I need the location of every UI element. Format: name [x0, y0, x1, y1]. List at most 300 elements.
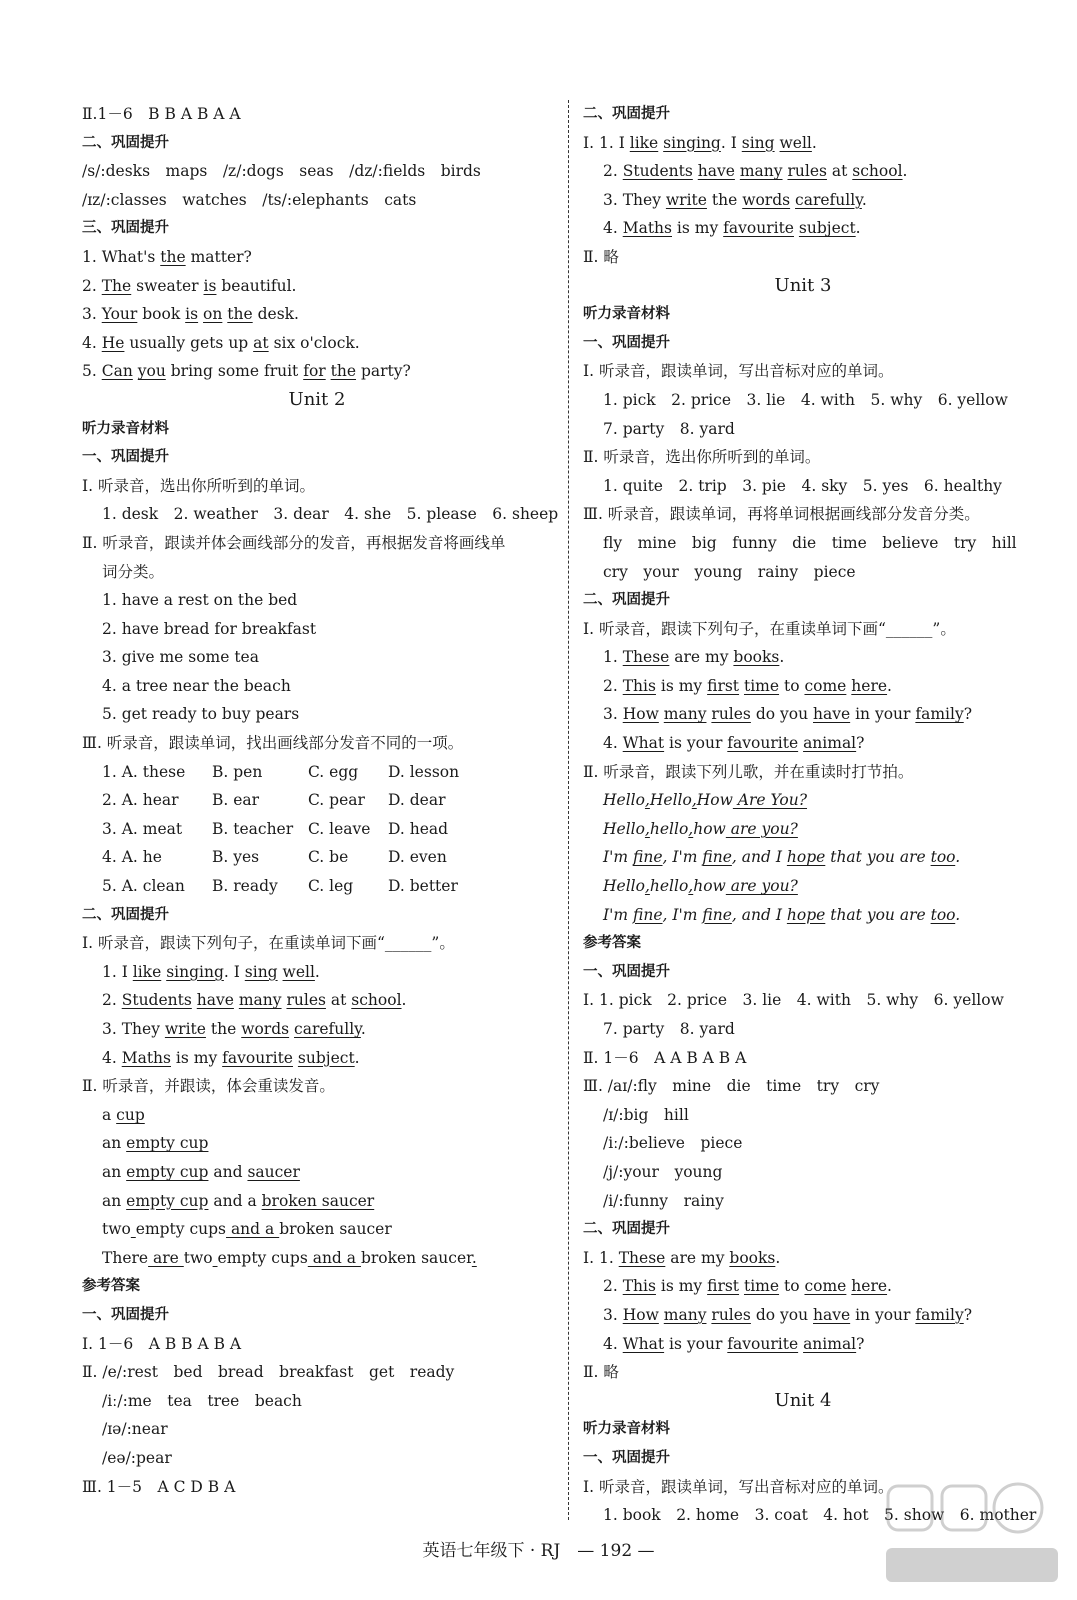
text-segment: 4. [603, 1334, 623, 1353]
underlined-word: This [622, 1277, 656, 1296]
underlined-word: well [282, 962, 315, 981]
underlined-word: These [622, 648, 670, 667]
underlined-word: . [471, 1248, 477, 1267]
underlined-word: at [253, 333, 269, 352]
sentence-line [82, 958, 552, 987]
underlined-word: hope [786, 905, 826, 924]
underlined-word: fine [702, 905, 732, 924]
text-segment: . [811, 133, 817, 152]
underlined-word: are you? [725, 877, 798, 896]
text-segment: broken saucer [279, 1220, 392, 1239]
underlined-word: sing [244, 962, 278, 981]
text-segment: are my [669, 648, 734, 667]
underlined-word: rules [711, 705, 751, 724]
answer-line: Ⅱ. 略 [583, 1363, 619, 1382]
answer-line: /iː/:me tea tree beach [102, 1391, 302, 1410]
text-segment: that you are [825, 848, 931, 867]
text-segment: two [102, 1220, 131, 1239]
rhyme-line [583, 843, 1023, 872]
sentence-line [82, 986, 552, 1015]
answer-line: Ⅱ. 1－6 A A B A B A [583, 1048, 747, 1067]
underlined-word: and a [226, 1220, 280, 1239]
unit-title: Unit 2 [288, 388, 346, 410]
underlined-word: and a [307, 1248, 361, 1267]
sentence-line [583, 157, 1023, 186]
text-segment: . [861, 190, 867, 209]
text-segment: How [696, 791, 733, 810]
underlined-word: is [185, 305, 199, 324]
underlined-word: favourite [727, 734, 799, 753]
text-segment: There [102, 1248, 149, 1267]
answer-line: /j/:your young [603, 1162, 723, 1181]
sentence-line [583, 186, 1023, 215]
text-segment: hello [649, 819, 689, 838]
underlined-word: What [622, 734, 665, 753]
text-segment: is my [655, 676, 708, 695]
section-heading: 听力录音材料 [583, 306, 670, 323]
word-list: cry your young rainy piece [603, 562, 856, 581]
left-column [82, 100, 559, 1501]
underlined-word: first [707, 676, 740, 695]
chant-line [82, 1101, 552, 1130]
text-segment: hello [649, 877, 689, 896]
sentence-line [583, 729, 1023, 758]
underlined-word: like [629, 133, 659, 152]
text-segment: . [902, 162, 908, 181]
underlined-word: , [644, 819, 650, 838]
mc-row: 3. A. meat B. teacher C. leave D. head [102, 819, 449, 838]
underlined-word: family [915, 1305, 964, 1324]
word-list: 1. book 2. home 3. coat 4. hot 5. show 6. mother [603, 1506, 1037, 1525]
underlined-word: have [196, 991, 234, 1010]
text-segment: empty cups [217, 1248, 308, 1267]
section-heading: 二、巩固提升 [583, 592, 670, 609]
section-heading: 听力录音材料 [583, 1421, 670, 1438]
underlined-word: write [164, 1020, 206, 1038]
text-segment: 2. [603, 1277, 623, 1296]
chant-line [82, 1187, 552, 1216]
underlined-word: rules [787, 162, 827, 181]
section-heading: 三、巩固提升 [82, 220, 169, 237]
underlined-word: singing [166, 962, 224, 981]
underlined-word: here [851, 1277, 888, 1296]
underlined-word: here [851, 676, 888, 695]
text-segment: 2. [82, 276, 102, 295]
answer-line: /ɪz/:classes watches /ts/:elephants cats [82, 190, 417, 209]
underlined-word: come [804, 1277, 847, 1296]
text-segment: empty cups [135, 1220, 227, 1239]
underlined-word: the [227, 305, 253, 324]
text-segment: to [779, 676, 805, 695]
phrase: 3. give me some tea [102, 648, 259, 667]
underlined-word: many [663, 705, 707, 724]
underlined-word: books [729, 1248, 776, 1267]
instruction: Ⅰ. 听录音，跟读下列句子，在重读单词下画“______”。 [82, 934, 455, 953]
section-heading: 一、巩固提升 [82, 449, 169, 466]
underlined-word: like [132, 962, 162, 981]
underlined-word: hope [786, 848, 826, 867]
text-segment: how [693, 819, 726, 838]
underlined-word: empty cup [126, 1191, 209, 1210]
answer-line: /eə/:pear [102, 1448, 172, 1467]
underlined-word: fine [702, 848, 732, 867]
text-segment: at [826, 162, 853, 181]
text-segment: . [855, 219, 861, 238]
underlined-word: Maths [121, 1048, 171, 1067]
underlined-word: saucer [247, 1162, 300, 1181]
text-segment: ? [963, 1305, 973, 1324]
rhyme-line [583, 901, 1023, 930]
instruction-cont: 词分类。 [102, 562, 165, 581]
underlined-word: are you? [725, 819, 798, 838]
watermark-logo [878, 1478, 1068, 1593]
text-segment: ? [856, 734, 865, 753]
underlined-word: the [330, 362, 357, 381]
underlined-word: many [238, 991, 282, 1010]
underlined-word: school [351, 991, 402, 1010]
text-segment: 2. [603, 676, 623, 695]
text-segment: are my [665, 1248, 730, 1267]
text-segment: 3. [603, 705, 623, 724]
chant-line [82, 1215, 552, 1244]
text-segment: 4. [102, 1048, 122, 1067]
text-segment: an [102, 1134, 127, 1153]
section-heading: 二、巩固提升 [82, 906, 169, 923]
text-segment: 2. [603, 162, 623, 181]
text-segment: , I'm [662, 848, 703, 867]
text-segment: 4. [82, 333, 102, 352]
word-list: 1. pick 2. price 3. lie 4. with 5. why 6. yellow [603, 390, 1008, 409]
text-segment: ? [963, 705, 973, 724]
underlined-word: empty cup [126, 1162, 209, 1181]
underlined-word: come [804, 676, 847, 695]
text-segment: is your [664, 1334, 728, 1353]
text-segment: Hello [649, 791, 692, 810]
text-segment: is my [171, 1048, 223, 1067]
text-segment: . [955, 848, 961, 867]
unit-title: Unit 4 [774, 1389, 832, 1411]
underlined-word: Students [622, 162, 693, 181]
underlined-word: favourite [222, 1048, 293, 1067]
text-segment: a [102, 1105, 117, 1124]
answer-line: Ⅱ. /e/:rest bed bread breakfast get ready [82, 1363, 455, 1382]
text-segment: sweater [131, 276, 204, 295]
underlined-word: words [742, 190, 791, 209]
underlined-word: well [779, 133, 812, 152]
text-segment: six o'clock. [268, 333, 360, 352]
word-list: fly mine big funny die time believe try hill [603, 533, 1017, 552]
underlined-word: , [691, 791, 697, 810]
section-heading: 二、巩固提升 [583, 1221, 670, 1238]
underlined-word: , [644, 791, 650, 810]
text-segment: beautiful. [216, 276, 297, 295]
sentence-line [82, 272, 552, 301]
instruction: Ⅰ. 听录音，跟读下列句子，在重读单词下画“______”。 [583, 619, 956, 638]
underlined-word: school [852, 162, 903, 181]
underlined-word: The [101, 276, 132, 295]
sentence-line [82, 300, 552, 329]
text-segment: 1. What's [82, 247, 161, 266]
section-heading: 一、巩固提升 [583, 963, 670, 980]
text-segment: 4. [603, 219, 623, 238]
underlined-word: are [148, 1248, 184, 1267]
word-list: 1. desk 2. weather 3. dear 4. she 5. please 6. sheep [102, 505, 559, 524]
answer-line: 7. party 8. yard [603, 1020, 735, 1038]
text-segment: , and I [731, 905, 787, 924]
underlined-word: empty cup [126, 1134, 209, 1153]
text-segment: an [102, 1191, 127, 1210]
mc-row: 1. A. these B. pen C. egg D. lesson [102, 762, 460, 781]
text-segment: , and I [731, 848, 787, 867]
answer-line: /ɪə/:near [102, 1420, 168, 1439]
sentence-line [583, 1272, 1023, 1301]
text-segment: 1. [603, 648, 623, 667]
sentence-line [583, 1330, 1023, 1359]
answer-line: Ⅰ. 1－6 A B B A B A [82, 1334, 242, 1353]
word-list: 1. quite 2. trip 3. pie 4. sky 5. yes 6. healthy [603, 476, 1002, 495]
underlined-word: Are You? [732, 791, 808, 810]
chant-line [82, 1244, 552, 1273]
underlined-word: How [622, 1305, 659, 1324]
text-segment: 1. I [102, 962, 133, 981]
phrase: 2. have bread for breakfast [102, 619, 317, 638]
text-segment: 3. [82, 305, 102, 324]
underlined-word: the [160, 247, 186, 266]
text-segment: , I'm [662, 905, 703, 924]
underlined-word: rules [711, 1305, 751, 1324]
text-segment: is your [664, 734, 728, 753]
text-segment: bring some fruit [165, 362, 304, 381]
column-divider [568, 100, 569, 1520]
text-segment: 3. [603, 1305, 623, 1324]
text-segment: usually gets up [124, 333, 254, 352]
text-segment: ? [856, 1334, 865, 1353]
rhyme-line [583, 786, 1023, 815]
underlined-word: subject [798, 219, 856, 238]
instruction: Ⅲ. 听录音，跟读单词，找出画线部分发音不同的一项。 [82, 734, 464, 753]
underlined-word: many [739, 162, 783, 181]
answer-line: Ⅰ. 1. pick 2. price 3. lie 4. with 5. why 6. yellow [583, 991, 1004, 1010]
text-segment: that you are [825, 905, 931, 924]
answer-line: Ⅱ. 略 [583, 247, 619, 266]
underlined-word: , [688, 877, 694, 896]
text-segment: is my [655, 1277, 708, 1296]
underlined-word: rules [286, 991, 326, 1010]
section-heading: 参考答案 [583, 935, 641, 952]
text-segment: . [779, 648, 785, 667]
section-heading: 听力录音材料 [82, 420, 169, 437]
text-segment: . I [223, 962, 245, 981]
answer-line: /ɪ/:big hill [603, 1105, 689, 1124]
sentence-line [583, 700, 1023, 729]
instruction: Ⅱ. 听录音，并跟读，体会重读发音。 [82, 1077, 335, 1096]
text-segment: broken saucer [360, 1248, 472, 1267]
text-segment: how [693, 877, 726, 896]
underlined-word: have [813, 705, 851, 724]
underlined-word: Your [101, 305, 138, 324]
answer-line: /iː/:believe piece [603, 1134, 743, 1153]
underlined-word: cup [116, 1105, 145, 1124]
underlined-word: have [697, 162, 735, 181]
answer-line: /s/:desks maps /z/:dogs seas /dz/:fields birds [82, 162, 481, 181]
section-heading: 二、巩固提升 [82, 134, 169, 151]
phrase: 1. have a rest on the bed [102, 591, 298, 610]
instruction: Ⅰ. 听录音，跟读单词，写出音标对应的单词。 [583, 1477, 894, 1496]
text-segment: 3. They [102, 1020, 165, 1038]
text-segment: in your [850, 705, 916, 724]
text-segment: . [775, 1248, 781, 1267]
text-segment: Hello [603, 877, 645, 896]
instruction: Ⅰ. 听录音，跟读单词，写出音标对应的单词。 [583, 362, 894, 381]
text-segment: desk. [252, 305, 299, 324]
sentence-line [583, 1244, 1023, 1273]
text-segment: Ⅰ. 1. I [583, 133, 630, 152]
text-segment: 5. [82, 362, 102, 381]
underlined-word: singing [663, 133, 721, 152]
instruction: Ⅰ. 听录音，选出你所听到的单词。 [82, 476, 315, 495]
text-segment: Ⅰ. 1. [583, 1248, 619, 1267]
instruction: Ⅱ. 听录音，选出你所听到的单词。 [583, 448, 821, 467]
answer-line: Ⅲ. /aɪ/:fly mine die time try cry [583, 1077, 880, 1096]
chant-line [82, 1158, 552, 1187]
text-segment: I'm [603, 848, 634, 867]
underlined-word: time [743, 676, 780, 695]
underlined-word: carefully [795, 190, 862, 209]
text-segment: . [401, 991, 407, 1010]
underlined-word: have [813, 1305, 851, 1324]
text-segment: in your [850, 1305, 916, 1324]
instruction: Ⅱ. 听录音，跟读下列儿歌，并在重读时打节拍。 [583, 762, 914, 781]
text-segment: I'm [603, 905, 634, 924]
underlined-word: sing [741, 133, 775, 152]
underlined-word: animal [803, 1334, 857, 1353]
underlined-word: favourite [723, 219, 794, 238]
underlined-word: animal [803, 734, 857, 753]
underlined-word: What [622, 1334, 665, 1353]
underlined-word: on [203, 305, 223, 324]
underlined-word: How [622, 705, 659, 724]
underlined-word: This [622, 676, 656, 695]
underlined-word: many [663, 1305, 707, 1324]
mc-row: 2. A. hear B. ear C. pear D. dear [102, 791, 446, 810]
page-footer: 英语七年级下 · RJ — 192 — [422, 1541, 655, 1561]
underlined-word: fine [633, 905, 663, 924]
underlined-word: , [688, 819, 694, 838]
sentence-line [82, 243, 552, 272]
chant-line [82, 1129, 552, 1158]
text-segment: and [208, 1162, 248, 1181]
mc-row: 5. A. clean B. ready C. leg D. better [102, 877, 458, 896]
underlined-word: write [665, 190, 707, 209]
answer-line: Ⅲ. 1－5 A C D B A [82, 1477, 236, 1496]
text-segment: book [137, 305, 186, 324]
text-segment: matter? [185, 247, 252, 266]
underlined-word: too [930, 905, 956, 924]
underlined-word: These [618, 1248, 666, 1267]
text-segment: 3. They [603, 190, 666, 209]
sentence-line [82, 1044, 552, 1073]
underlined-word: family [915, 705, 964, 724]
text-segment: . [887, 1277, 892, 1296]
text-segment: Hello [603, 819, 645, 838]
underlined-word: is [203, 276, 217, 295]
sentence-line [583, 214, 1023, 243]
answer-line: Ⅱ.1－6 B B A B A A [82, 105, 241, 123]
underlined-word: Maths [622, 219, 672, 238]
text-segment: . [314, 962, 320, 981]
right-column [583, 100, 1037, 1530]
text-segment: to [779, 1277, 805, 1296]
underlined-word: for [303, 362, 326, 381]
answer-line: /i/:funny rainy [603, 1191, 724, 1210]
text-segment: an [102, 1162, 127, 1181]
section-heading: 参考答案 [82, 1278, 140, 1295]
text-segment: 4. [603, 734, 623, 753]
sentence-line [82, 1015, 552, 1044]
sentence-line [583, 129, 1023, 158]
underlined-word: carefully [294, 1020, 361, 1038]
text-segment: party? [356, 362, 411, 381]
text-segment: . I [720, 133, 742, 152]
text-segment: . [360, 1020, 366, 1038]
text-segment: . [354, 1048, 360, 1067]
underlined-word: , [644, 877, 650, 896]
text-segment: do you [750, 705, 813, 724]
sentence-line [583, 643, 1023, 672]
instruction: Ⅱ. 听录音，跟读并体会画线部分的发音，再根据发音将画线单 [82, 533, 506, 552]
underlined-word: first [707, 1277, 740, 1296]
underlined-word: broken saucer [261, 1191, 375, 1210]
underlined-word: subject [297, 1048, 355, 1067]
sentence-line [82, 329, 552, 358]
sentence-line [583, 672, 1023, 701]
underlined-word: fine [633, 848, 663, 867]
instruction: Ⅲ. 听录音，跟读单词，再将单词根据画线部分发音分类。 [583, 505, 980, 524]
phrase: 4. a tree near the beach [102, 676, 291, 695]
text-segment: at [325, 991, 352, 1010]
underlined-word: Students [121, 991, 192, 1010]
underlined-word: too [930, 848, 956, 867]
unit-title: Unit 3 [774, 274, 832, 296]
word-list: 7. party 8. yard [603, 419, 735, 438]
rhyme-line [583, 815, 1023, 844]
sentence-line [82, 357, 552, 386]
mc-row: 4. A. he B. yes C. be D. even [102, 848, 447, 867]
text-segment: the [706, 190, 743, 209]
text-segment: . [955, 905, 961, 924]
text-segment: do you [750, 1305, 813, 1324]
section-heading: 一、巩固提升 [82, 1306, 169, 1323]
text-segment: 2. [102, 991, 122, 1010]
underlined-word: books [733, 648, 780, 667]
underlined-word: you [137, 362, 166, 381]
text-segment: the [205, 1020, 242, 1038]
sentence-line [583, 1301, 1023, 1330]
underlined-word: favourite [727, 1334, 799, 1353]
text-segment: and a [208, 1191, 262, 1210]
underlined-word: time [743, 1277, 780, 1296]
text-segment: Hello [603, 791, 645, 810]
section-heading: 二、巩固提升 [583, 106, 670, 122]
section-heading: 一、巩固提升 [583, 1449, 670, 1466]
rhyme-line [583, 872, 1023, 901]
text-segment: . [887, 676, 892, 695]
section-heading: 一、巩固提升 [583, 334, 670, 351]
text-segment: two [183, 1248, 213, 1267]
underlined-word: He [101, 333, 125, 352]
underlined-word: Can [101, 362, 133, 381]
text-segment: is my [672, 219, 724, 238]
